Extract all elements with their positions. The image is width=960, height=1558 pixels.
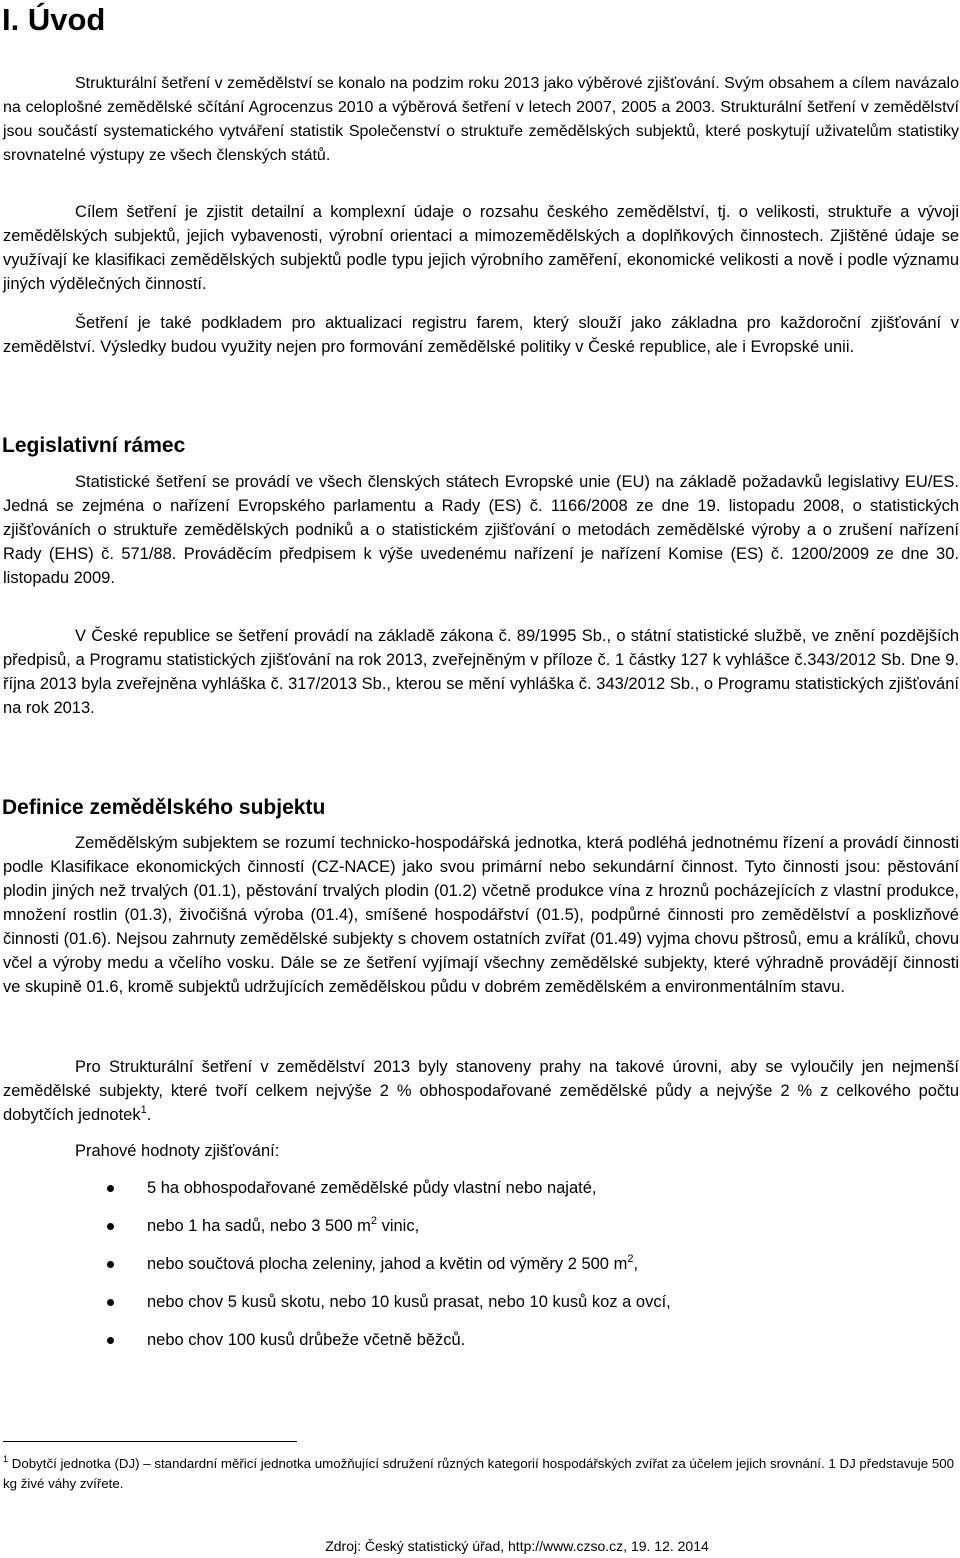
legislation-paragraph-1: Statistické šetření se provádí ve všech členských státech Evropské unie (EU) na základě požadavků legislativy EU/ES. Jedná se zejména o nařízení Evropského parlamentu a Rady (ES) č. 1166/2008 ze dne 19. listopadu 2008, o statistických zjišťováních o struktuře zemědělských podniků a o statistickém zjišťování o metodách zemědělské výroby a o zrušení nařízení Rady (EHS) č. 571/88. Prováděcím předpisem k výše uvedenému nařízení je nařízení Komise (ES) č. 1200/2009 ze dne 30. listopadu 2009. xyxy=(3,473,959,587)
definition-heading: Definice zemědělského subjektu xyxy=(2,796,326,819)
definition-paragraph-2 xyxy=(3,1055,959,1127)
bullet-icon xyxy=(107,1185,114,1192)
source-line: Zdroj: Český statistický úřad, http://www.czso.cz, 19. 12. 2014 xyxy=(325,1538,709,1554)
footnote-number: 1 xyxy=(3,1454,9,1464)
footnote-reference[interactable]: 1 xyxy=(140,1104,147,1116)
bullet-icon xyxy=(107,1261,114,1268)
legislation-heading: Legislativní rámec xyxy=(2,434,186,457)
intro-paragraph-3: Šetření je také podkladem pro aktualizaci registru farem, který slouží jako základna pro každoroční zjišťování v zemědělství. Výsledky budou využity nejen pro formování zemědělské politiky v České republice, ale i Evropské unii. xyxy=(3,314,959,356)
list-item-text: 5 ha obhospodařované zemědělské půdy vlastní nebo najaté, xyxy=(147,1179,597,1197)
footnote-divider xyxy=(3,1441,297,1442)
bullet-icon xyxy=(107,1299,114,1306)
intro-paragraph-1: Strukturální šetření v zemědělství se konalo na podzim roku 2013 jako výběrové zjišťování. Svým obsahem a cílem navázalo na celoplošné zemědělské sčítání Agrocenzus 2010 a výběrová šetření v letech 2007, 2005 a 2003. Strukturální šetření v zemědělství jsou součástí systematického vytváření statistik Společenství o struktuře zemědělských subjektů, které poskytují uživatelům statistiky srovnatelné výstupy ze všech členských států. xyxy=(3,75,959,164)
list-item-text: nebo chov 100 kusů drůbeže včetně běžců. xyxy=(147,1331,466,1349)
list-item-text: nebo 1 ha sadů, nebo 3 500 m xyxy=(147,1217,371,1235)
definition-paragraph-2-end: . xyxy=(146,1106,152,1124)
list-item-text-end: vinic, xyxy=(376,1217,420,1235)
list-item-text-end: , xyxy=(633,1255,639,1273)
legislation-paragraph-2: V České republice se šetření provádí na základě zákona č. 89/1995 Sb., o státní statistické službě, ve znění pozdějších předpisů, a Programu statistických zjišťování na rok 2013, zveřejněným v příloze č. 1 částky 127 k vyhlášce č.343/2012 Sb. Dne 9. října 2013 byla zveřejněna vyhláška č. 317/2013 Sb., kterou se mění vyhláška č. 343/2012 Sb., o Programu statistických zjišťování na rok 2013. xyxy=(3,627,959,717)
bullet-icon xyxy=(107,1337,114,1344)
list-item xyxy=(0,1252,960,1290)
footnote-text: Dobytčí jednotka (DJ) – standardní měřicí jednotka umožňující sdružení různých kategorií hospodářských zvířat za účelem jejich srovnání. 1 DJ představuje 500 kg živé váhy zvířete. xyxy=(3,1456,955,1491)
definition-paragraph-2-text: Pro Strukturální šetření v zemědělství 2013 byly stanoveny prahy na takové úrovni, aby se vyloučily jen nejmenší zemědělské subjekty, které tvoří celkem nejvýše 2 % obhospodařované zemědělské půdy a nejvýše 2 % z celkového počtu dobytčích jednotek xyxy=(3,1058,959,1124)
bullet-icon xyxy=(107,1223,114,1230)
superscript: 2 xyxy=(627,1253,634,1265)
superscript: 2 xyxy=(370,1215,377,1227)
list-item xyxy=(0,1176,960,1214)
thresholds-list xyxy=(0,1176,960,1366)
list-item xyxy=(0,1328,960,1366)
list-item xyxy=(0,1214,960,1252)
footnote xyxy=(3,1454,959,1494)
list-item-text: nebo chov 5 kusů skotu, nebo 10 kusů prasat, nebo 10 kusů koz a ovcí, xyxy=(147,1293,671,1311)
definition-paragraph-1: Zemědělským subjektem se rozumí technicko-hospodářská jednotka, která podléhá jednotnému řízení a provádí činnosti podle Klasifikace ekonomických činností (CZ-NACE) jako svou primární nebo sekundární činnost. Tyto činnosti jsou: pěstování plodin jiných než trvalých (01.1), pěstování trvalých plodin (01.2) včetně produkce vína z hroznů pocházejících z vlastní produkce, množení rostlin (01.3), živočišná výroba (01.4), smíšené hospodářství (01.5), podpůrné činnosti pro zemědělství a posklizňové činnosti (01.6). Nejsou zahrnuty zemědělské subjekty s chovem ostatních zvířat (01.49) vyjma chovu pštrosů, emu a králíků, chovu včel a výroby medu a včelího vosku. Dále se ze šetření vyjímají všechny zemědělské subjekty, které výhradně provádějí činnosti ve skupině 01.6, kromě subjektů udržujících zemědělskou půdu v dobrém zemědělském a environmentálním stavu. xyxy=(3,834,959,996)
intro-paragraph-2: Cílem šetření je zjistit detailní a komplexní údaje o rozsahu českého zemědělství, tj. o velikosti, struktuře a vývoji zemědělských subjektů, jejich vybavenosti, výrobní orientaci a mimozemědělských a doplňkových činnostech. Zjištěné údaje se využívají ke klasifikaci zemědělských subjektů podle typu jejich výrobního zaměření, ekonomické velikosti a nově i podle významu jiných výdělečných činností. xyxy=(3,203,959,293)
list-item-text: nebo součtová plocha zeleniny, jahod a květin od výměry 2 500 m xyxy=(147,1255,628,1273)
page-title: I. Úvod xyxy=(2,2,106,37)
list-item xyxy=(0,1290,960,1328)
thresholds-label: Prahové hodnoty zjišťování: xyxy=(75,1142,280,1160)
